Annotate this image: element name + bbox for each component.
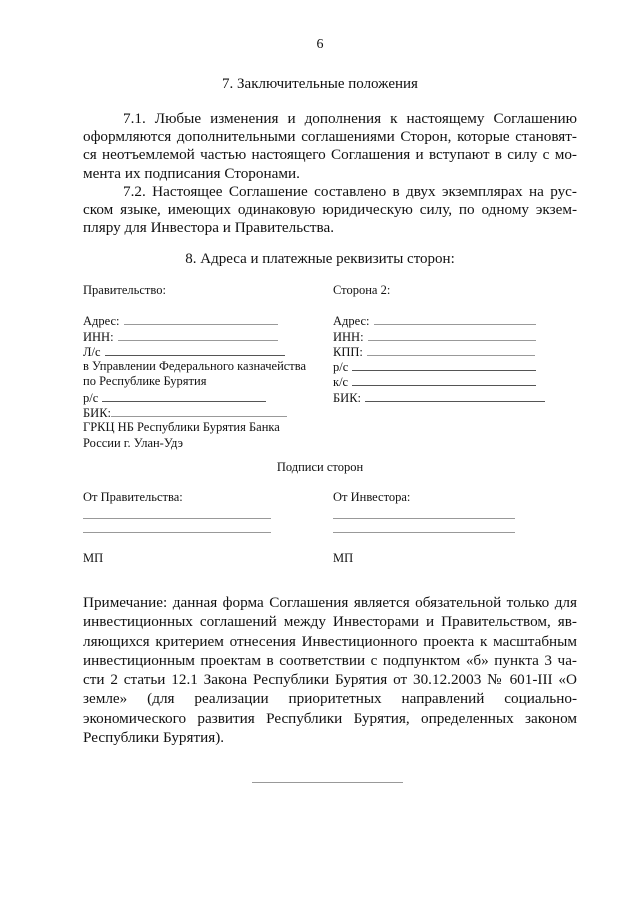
treasury-line-2: по Республике Бурятия bbox=[83, 374, 207, 389]
paragraph-line: 7.2. Настоящее Соглашение составлено в двух экземплярах на рус- bbox=[123, 183, 577, 200]
paragraph-line: ся неотъемлемой частью настоящего Соглашения и вступают в силу с мо- bbox=[83, 146, 577, 164]
signature-line-government-2 bbox=[83, 532, 271, 533]
note-line: инвестиционным проектам в соответствии с подпунктом «б» пункта 3 ча- bbox=[83, 651, 577, 669]
note-line: земле» (для реализации приоритетных направлений социально- bbox=[83, 690, 577, 708]
note-line: сти 2 статьи 12.1 Закона Республики Бурятия от 30.12.2003 № 601-III «О bbox=[83, 671, 577, 689]
signature-government-label: От Правительства: bbox=[83, 490, 183, 504]
kpp-blank bbox=[367, 344, 535, 356]
inn-blank bbox=[118, 329, 278, 341]
party2-ks-field: к/с bbox=[333, 374, 563, 389]
section-7-paragraph-1 bbox=[83, 110, 577, 183]
rs-blank bbox=[102, 390, 266, 402]
bik-blank bbox=[111, 405, 287, 417]
government-rs-field: р/с bbox=[83, 390, 328, 405]
rs-blank bbox=[352, 359, 536, 371]
note-line: Республики Бурятия). bbox=[83, 729, 225, 747]
stamp-government: МП bbox=[83, 551, 104, 565]
address-blank bbox=[124, 313, 278, 325]
signature-line-government-1 bbox=[83, 518, 271, 519]
note-line: Примечание: данная форма Соглашения является обязательной только для bbox=[83, 594, 577, 611]
note-line: ляющихся критерием отнесения Инвестиционного проекта к масштабным bbox=[83, 632, 577, 650]
signature-line-investor-2 bbox=[333, 532, 515, 533]
inn-blank bbox=[368, 329, 536, 341]
party2-inn-field: ИНН: bbox=[333, 329, 563, 344]
party2-header: Сторона 2: bbox=[333, 283, 391, 297]
bank-line-2: России г. Улан-Удэ bbox=[83, 435, 183, 450]
section-7-title: 7. Заключительные положения bbox=[222, 76, 418, 92]
section-7-paragraph-2 bbox=[83, 183, 577, 238]
government-address-field: Адрес: bbox=[83, 313, 328, 328]
paragraph-line: оформляются дополнительными соглашениями Сторон, которые становят- bbox=[83, 128, 577, 146]
signature-investor-label: От Инвестора: bbox=[333, 490, 411, 504]
treasury-line-1: в Управлении Федерального казначейства bbox=[83, 359, 307, 374]
paragraph-line: ском языке, имеющих одинаковую юридическую силу, по одному экзем- bbox=[83, 201, 577, 219]
address-blank bbox=[374, 313, 536, 325]
party2-bik-field: БИК: bbox=[333, 390, 563, 405]
ls-blank bbox=[105, 344, 285, 356]
party2-kpp-field: КПП: bbox=[333, 344, 563, 359]
page-number: 6 bbox=[316, 37, 324, 52]
signature-line-investor-1 bbox=[333, 518, 515, 519]
stamp-investor: МП bbox=[333, 551, 354, 565]
paragraph-line: 7.1. Любые изменения и дополнения к настоящему Соглашению bbox=[123, 110, 577, 127]
government-bik-field: БИК: bbox=[83, 405, 328, 420]
government-header: Правительство: bbox=[83, 283, 166, 297]
footer-rule bbox=[252, 782, 403, 783]
paragraph-line: мента их подписания Сторонами. bbox=[83, 164, 300, 182]
ks-blank bbox=[352, 374, 536, 386]
party2-details bbox=[333, 283, 563, 405]
government-ls-field: Л/с bbox=[83, 344, 328, 359]
bik-blank bbox=[365, 390, 545, 402]
government-details bbox=[83, 283, 328, 451]
note-line: инвестиционных соглашений между Инвесторами и Правительством, яв- bbox=[83, 613, 577, 631]
signatures-title: Подписи сторон bbox=[276, 460, 364, 474]
party2-address-field: Адрес: bbox=[333, 313, 563, 328]
paragraph-line: пляру для Инвестора и Правительства. bbox=[83, 219, 335, 237]
government-inn-field: ИНН: bbox=[83, 329, 328, 344]
note-line: экономического развития Республики Бурятия, определенных законом bbox=[83, 709, 577, 727]
bank-line-1: ГРКЦ НБ Республики Бурятия Банка bbox=[83, 420, 280, 435]
section-8-title: 8. Адреса и платежные реквизиты сторон: bbox=[185, 251, 455, 267]
party2-rs-field: р/с bbox=[333, 359, 563, 374]
note-paragraph bbox=[83, 593, 577, 747]
